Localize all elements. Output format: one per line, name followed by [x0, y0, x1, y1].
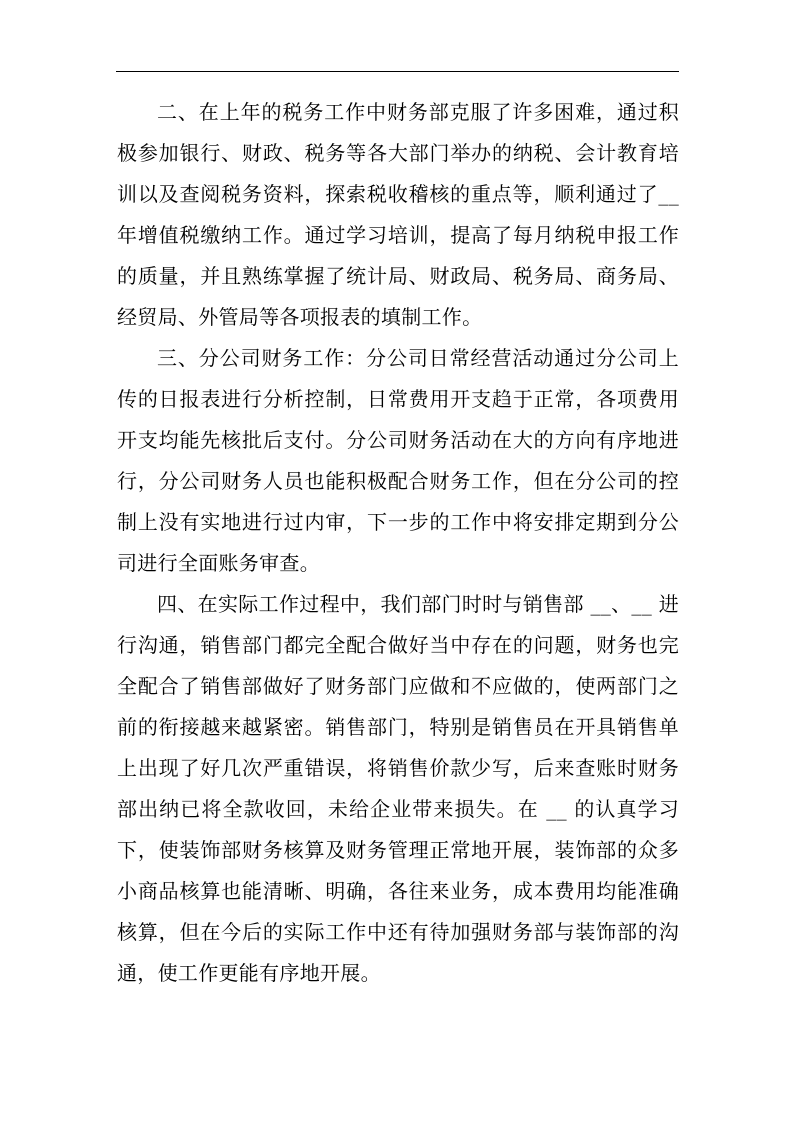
- paragraph-branch-finance: 三、分公司财务工作：分公司日常经营活动通过分公司上传的日报表进行分析控制，日常费用开支趋于正常，各项费用开支均能先核批后支付。分公司财务活动在大的方向有序地进行，分公司财务人员也能积极配合财务工作，但在分公司的控制上没有实地进行过内审，下一步的工作中将安排定期到分公司进行全面账务审查。: [117, 346, 679, 575]
- header-rule: [116, 71, 679, 72]
- document-body: [117, 92, 679, 994]
- paragraph-tax-work: 二、在上年的税务工作中财务部克服了许多困难，通过积极参加银行、财政、税务等各大部门举办的纳税、会计教育培训以及查阅税务资料，探索税收稽核的重点等，顺利通过了__年增值税缴纳工作。通过学习培训，提高了每月纳税申报工作的质量，并且熟练掌握了统计局、财政局、税务局、商务局、经贸局、外管局等各项报表的填制工作。: [117, 100, 679, 329]
- paragraph-sales-communication: 四、在实际工作过程中，我们部门时时与销售部 __、__ 进行沟通，销售部门都完全配合做好当中存在的问题，财务也完全配合了销售部做好了财务部门应做和不应做的，使两部门之前的衔接越来越紧密。销售部门，特别是销售员在开具销售单上出现了好几次严重错误，将销售价款少写，后来查账时财务部出纳已将全款收回，未给企业带来损失。在 __ 的认真学习下，使装饰部财务核算及财务管理正常地开展，装饰部的众多小商品核算也能清晰、明确，各往来业务，成本费用均能准确核算，但在今后的实际工作中还有待加强财务部与装饰部的沟通，使工作更能有序地开展。: [117, 592, 679, 985]
